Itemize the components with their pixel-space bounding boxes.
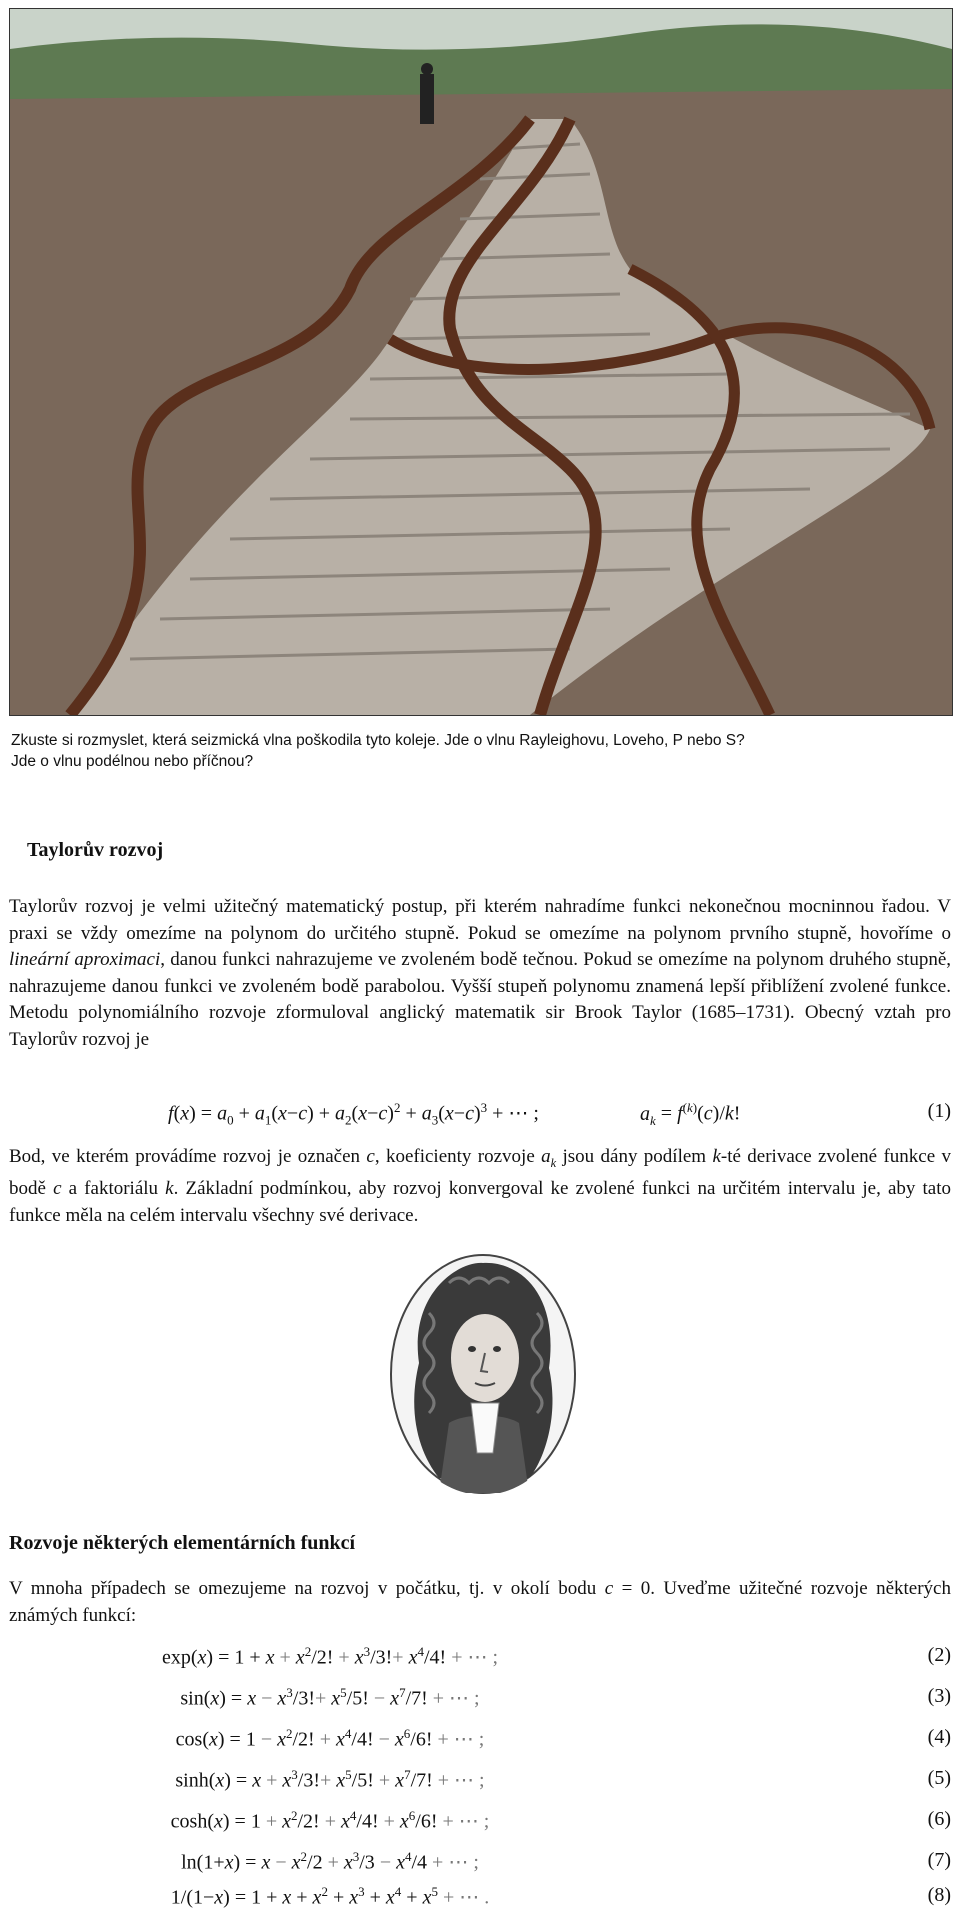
cosh-expansion [0, 1808, 960, 1838]
equation-number: (5) [927, 1767, 951, 1789]
caption-line-2: Jde o vlnu podélnou nebo příčnou? [11, 753, 254, 770]
photo-caption [11, 730, 951, 772]
ln-formula: $\ln(1+x) = x - x^2/2 + x^3/3 - x^4/4$ + ⋯ ; [181, 1849, 479, 1874]
expl-var-a: a [541, 1146, 551, 1167]
equation-number: (3) [927, 1685, 951, 1707]
elem-text-b: = 0. Uveďme užitečné rozvoje některých známých funkcí: [9, 1578, 951, 1626]
elem-var-c: c [604, 1578, 614, 1599]
expl-var-c: c [366, 1146, 375, 1167]
taylor-explanation-paragraph [9, 1144, 951, 1229]
taylor-formula [0, 1100, 960, 1130]
expl-text-f: . Základní podmínkou, aby rozvoj konvergoval ke zvolené funkci na určitém intervalu je, aby tato funkce měla na celém intervalu všechny své derivace. [9, 1178, 951, 1226]
intro-text-a: Taylorův rozvoj je velmi užitečný matematický postup, při kterém nahradíme funkci nekonečnou mocninnou řadou. V praxi se vždy omezíme na polynom do určitého stupně. Pokud se omezíme na polynom prvního stupně, hovoříme o [9, 896, 951, 944]
exp-formula: $\exp(x) = 1 + x + x^2/2$! + $x^3/3!+ x^4/4$! + ⋯ ; [161, 1644, 499, 1669]
expl-text-c: jsou dány podílem [556, 1146, 713, 1167]
expl-var-k-sub: k [550, 1155, 557, 1170]
expl-text-b: , koeficienty rozvoje [374, 1146, 542, 1167]
equation-number: (6) [927, 1808, 951, 1830]
equation-number: (1) [927, 1100, 951, 1122]
taylor-intro-paragraph [9, 894, 951, 1053]
taylor-coefficient-expression: $a_k = f^{(k)}(c)/k$! [640, 1100, 741, 1128]
sinh-expansion [0, 1767, 960, 1797]
ln-expansion [0, 1849, 960, 1879]
twisted-railway-photo [9, 8, 953, 716]
section-heading-elementary: Rozvoje některých elementárních funkcí [9, 1532, 356, 1554]
exp-expansion [0, 1644, 960, 1674]
expl-text-e: a faktoriálu [61, 1178, 166, 1200]
caption-line-1: Zkuste si rozmyslet, která seizmická vlna poškodila tyto koleje. Jde o vlnu Rayleighovu, Loveho, P nebo S? [11, 732, 745, 749]
expl-var-c2: c [53, 1178, 62, 1200]
geometric-formula: $1/(1-x) = 1 + x + x^2 + x^3 + x^4 + x^5$ + ⋯ . [170, 1884, 490, 1909]
section-heading-taylor: Taylorův rozvoj [27, 839, 164, 861]
cos-formula: $\cos(x) = 1 - x^2/2$! + $x^4/4$! − $x^6/6$! + ⋯ ; [175, 1726, 485, 1751]
sin-formula: $\sin(x) = x - x^3/3!+ x^5/5$! − $x^7/7$! + ⋯ ; [180, 1685, 480, 1710]
elementary-intro-paragraph [9, 1576, 951, 1629]
sin-expansion [0, 1685, 960, 1715]
elem-text-a: V mnoha případech se omezujeme na rozvoj v počátku, tj. v okolí bodu [9, 1578, 605, 1599]
geometric-expansion [0, 1884, 960, 1914]
expl-text-d: -té derivace zvolené funkce v bodě [9, 1146, 951, 1200]
brook-taylor-portrait-icon [389, 1253, 577, 1495]
expl-var-k: k [712, 1146, 721, 1167]
equation-number: (2) [927, 1644, 951, 1666]
expl-var-k2: k [165, 1178, 174, 1200]
cos-expansion [0, 1726, 960, 1756]
sinh-formula: $\sinh(x) = x + x^3/3!+ x^5/5$! + $x^7/7$! + ⋯ ; [175, 1767, 485, 1792]
equation-number: (8) [927, 1884, 951, 1906]
cosh-formula: $\cosh(x) = 1 + x^2/2$! + $x^4/4$! + $x^6/6$! + ⋯ ; [170, 1808, 490, 1833]
intro-text-b: , danou funkci nahrazujeme ve zvoleném bodě tečnou. Pokud se omezíme na polynom druhého stupně, nahrazujeme danou funkci ve zvoleném bodě parabolou. Vyšší stupeň polynomu znamená lepší přiblížení zvolené funkce. Metodu polynomiálního rozvoje zformuloval anglický matematik sir Brook Taylor (1685–1731). Obecný vztah pro Taylorův rozvoj je [9, 949, 951, 1050]
equation-number: (4) [927, 1726, 951, 1748]
taylor-series-expression: $f(x) = a_0 + a_1(x-c) + a_2(x-c)^2 + a_3(x-c)^3$ + ⋯ ; [168, 1100, 539, 1128]
intro-emphasis: lineární aproximaci [9, 949, 161, 970]
expl-text-a: Bod, ve kterém provádíme rozvoj je označen [9, 1146, 367, 1167]
equation-number: (7) [927, 1849, 951, 1871]
